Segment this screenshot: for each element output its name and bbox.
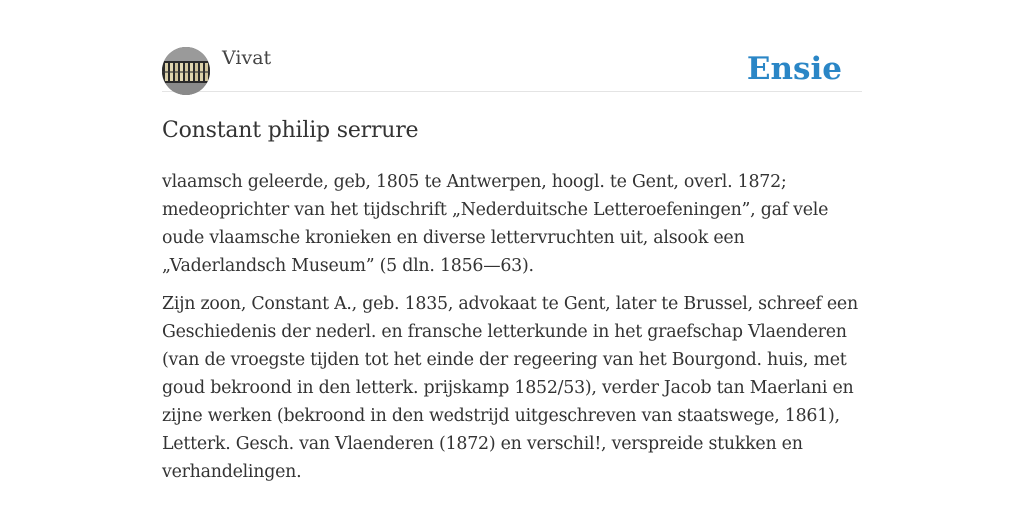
text-line: medeoprichter van het tijdschrift „Nederduitsche Letteroefeningen”, gaf vele	[162, 200, 829, 220]
text-line: Geschiedenis der nederl. en fransche letterkunde in het graefschap Vlaenderen	[162, 322, 847, 342]
source-name[interactable]: Vivat	[222, 47, 272, 69]
header	[162, 0, 862, 92]
paragraph-1	[162, 168, 862, 280]
paragraph-2	[162, 290, 862, 486]
page	[162, 0, 862, 512]
text-line: (van de vroegste tijden tot het einde der regeering van het Bourgond. huis, met	[162, 350, 847, 370]
page-title: Constant philip serrure	[162, 118, 419, 143]
book-spines-avatar-icon[interactable]	[162, 47, 210, 95]
text-line: oude vlaamsche kronieken en diverse lettervruchten uit, alsook een	[162, 228, 745, 248]
text-line: Letterk. Gesch. van Vlaenderen (1872) en verschil!, verspreide stukken en	[162, 434, 803, 454]
text-line: Zijn zoon, Constant A., geb. 1835, advokaat te Gent, later te Brussel, schreef een	[162, 294, 858, 314]
text-line: vlaamsch geleerde, geb, 1805 te Antwerpen, hoogl. te Gent, overl. 1872;	[162, 172, 787, 192]
ensie-logo[interactable]: Ensie	[746, 51, 842, 87]
text-line: goud bekroond in den letterk. prijskamp 1852/53), verder Jacob tan Maerlani en	[162, 378, 854, 398]
article-body	[162, 168, 862, 496]
text-line: verhandelingen.	[162, 462, 302, 482]
text-line: zijne werken (bekroond in den wedstrijd uitgeschreven van staatswege, 1861),	[162, 406, 840, 426]
text-line: „Vaderlandsch Museum” (5 dln. 1856—63).	[162, 256, 534, 276]
